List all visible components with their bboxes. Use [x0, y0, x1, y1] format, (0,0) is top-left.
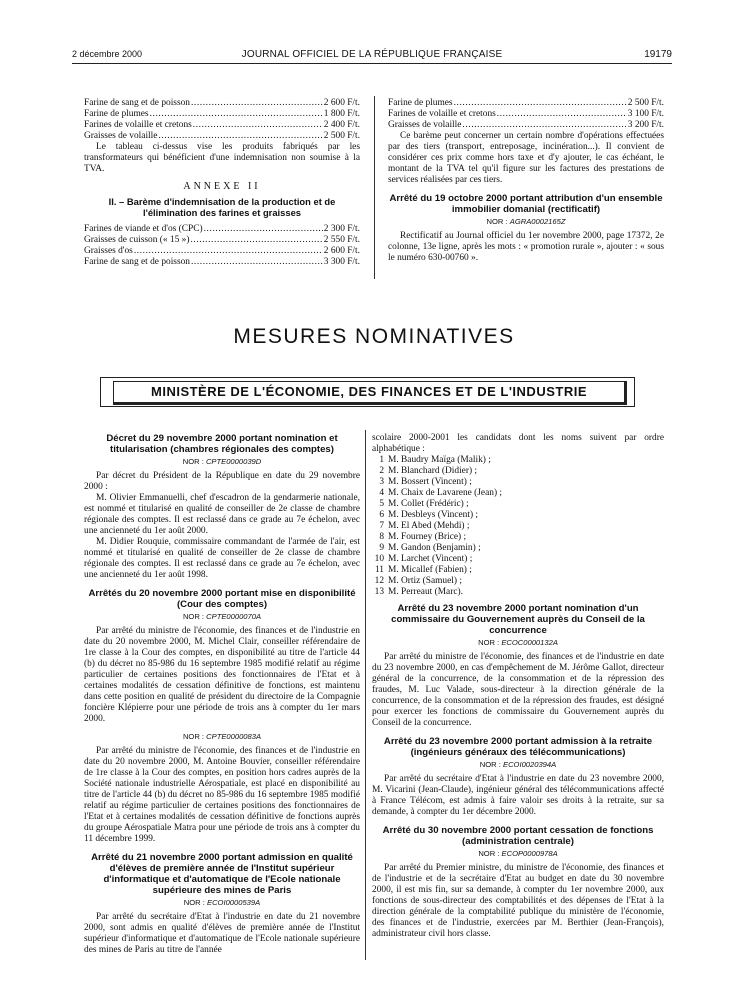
price-value: 2 600 F/t.	[323, 98, 360, 108]
candidate-name: M. Chaix de Lavarene (Jean) ;	[388, 488, 503, 498]
candidate-name: M. El Abed (Mehdi) ;	[388, 521, 470, 531]
section-title: MESURES NOMINATIVES	[233, 325, 515, 348]
product-name: Graisses de volaille	[388, 120, 462, 130]
candidate-number: 5	[379, 499, 384, 509]
nor-reference: NOR : AGRA0002165Z	[486, 217, 566, 226]
top-right-column	[388, 98, 664, 264]
dot-leader	[462, 120, 626, 131]
product-name: Farine de sang et de poisson	[84, 257, 190, 267]
dot-leader	[150, 109, 323, 120]
candidate-name: M. Larchet (Vincent) ;	[388, 554, 473, 564]
price-row	[388, 109, 664, 120]
nor-reference: NOR : ECOP0000978A	[478, 849, 558, 858]
price-value: 2 400 F/t.	[323, 120, 360, 130]
candidate-item	[372, 532, 664, 543]
paragraph-continued: scolaire 2000-2001 les candidats dont les noms suivent par ordre alphabétique :	[372, 433, 664, 454]
candidate-name: M. Bossert (Vincent) ;	[388, 477, 472, 487]
dot-leader	[191, 98, 323, 109]
product-name: Graisses d'os	[84, 246, 133, 256]
price-value: 2 300 F/t.	[323, 224, 360, 234]
candidate-number: 13	[374, 587, 384, 597]
product-name: Farines de viande et d'os (CPC)	[84, 224, 203, 234]
dot-leader	[190, 235, 322, 246]
candidate-number: 1	[379, 455, 384, 465]
price-value: 2 500 F/t.	[323, 131, 360, 141]
candidate-name: M. Perreaut (Marc).	[388, 587, 463, 597]
candidate-name: M. Baudry Maïga (Malik) ;	[388, 455, 491, 465]
dot-leader	[497, 109, 627, 120]
candidate-name: M. Gandon (Benjamin) ;	[388, 543, 481, 553]
product-name: Farine de sang et de poisson	[84, 98, 190, 108]
bottom-right-column	[372, 433, 664, 940]
paragraph: Par arrêté du ministre de l'économie, des finances et de l'industrie en date du 20 novembre 2000, M. Michel Clair, conseiller référendaire de 1re classe à la Cour des comptes, en disponibilité au titre de l'article 44 (b) du décret no 85-986 du 16 septembre 1985 modifié relatif au régime particulier de certaines positions des fonctionnaires de l'Etat et à certaines modalités de cessation définitive de fonctions, est maintenu dans cette position en qualité de président du directoire de la Compagnie foncière Klépierre pour une période de trois ans à compter du 1er mars 2000.	[84, 626, 360, 724]
candidate-name: M. Blanchard (Didier) ;	[388, 466, 478, 476]
paragraph: Par arrêté du ministre de l'économie, des finances et de l'industrie en date du 23 novembre 2000, en cas d'empêchement de M. Jérôme Gallot, directeur général de la concurrence, de la consommation et de la répression des fraudes, M. Luc Valade, sous-directeur à la direction générale de la concurrence, de la consommation et de la répression des fraudes, est désigné pour exercer les fonctions de commissaire du Gouvernement auprès du Conseil de la concurrence.	[372, 652, 664, 728]
candidate-number: 7	[379, 521, 384, 531]
candidate-number: 11	[374, 565, 384, 575]
paragraph: Par arrêté du Premier ministre, du ministre de l'économie, des finances et de l'industrie et de la secrétaire d'Etat au budget en date du 30 novembre 2000, il est mis fin, sur sa demande, à compter du 1er novembre 2000, aux fonctions de sous-directeur des comptabilités et des dépenses de l'Etat à la direction générale de la comptabilité publique du ministère de l'économie, des finances et de l'industrie, exercées par M. Berthier (Jean-François), administrateur civil hors classe.	[372, 863, 664, 939]
price-row	[388, 98, 664, 109]
price-row	[84, 235, 360, 246]
bareme-note: Ce barème peut concerner un certain nombre d'opérations effectuées par des tiers (transport, entreposage, incinération...). Il convient de considérer ces prix comme hors taxe et d'y ajouter, le cas échéant, le montant de la TVA tel qu'il figure sur les factures des prestations de services réalisées par ces tiers.	[388, 131, 664, 185]
candidate-number: 10	[374, 554, 384, 564]
annexe-heading: ANNEXE II	[183, 181, 261, 192]
arrete-title: Arrêté du 23 novembre 2000 portant nomination d'un commissaire du Gouvernement auprès du Conseil de la concurrence	[391, 603, 645, 636]
header-journal-title: JOURNAL OFFICIEL DE LA RÉPUBLIQUE FRANÇAISE	[241, 49, 503, 60]
ministry-banner	[100, 377, 635, 407]
candidate-item	[372, 488, 664, 499]
nor-reference: NOR : CPTE0000070A	[182, 612, 262, 621]
price-row	[84, 120, 360, 131]
product-name: Graisses de volaille	[84, 131, 158, 141]
candidate-number: 6	[379, 510, 384, 520]
nor-reference: NOR : ECOC0000132A	[478, 638, 558, 647]
rectificatif-text: Rectificatif au Journal officiel du 1er novembre 2000, page 17372, 2e colonne, 13e ligne, après les mots : « promotion rurale », ajouter : « sous le numéro 630-00760 ».	[388, 231, 664, 263]
product-name: Farines de volaille et cretons	[388, 109, 496, 119]
product-name: Farines de volaille et cretons	[84, 120, 192, 130]
bareme-title: II. – Barème d'indemnisation de la production et de l'élimination des farines et graisses	[108, 196, 336, 218]
price-value: 2 550 F/t.	[323, 235, 360, 245]
arrete-title: Arrêté du 23 novembre 2000 portant admission à la retraite (ingénieurs généraux des télécommunications)	[383, 736, 653, 758]
price-value: 2 500 F/t.	[627, 98, 664, 108]
candidate-name: M. Fourney (Brice) ;	[388, 532, 467, 542]
paragraph: Par arrêté du secrétaire d'Etat à l'industrie en date du 23 novembre 2000, M. Vicarini (Jean-Claude), ingénieur général des télécommunications affecté à France Télécom, est admis à faire valoir ses droits à la retraite, sur sa demande, à compter du 1er décembre 2000.	[372, 774, 664, 817]
candidate-name: M. Micallef (Fabien) ;	[388, 565, 472, 575]
nor-reference: NOR : CPTE0000083A	[182, 732, 262, 741]
dot-leader	[158, 131, 322, 142]
candidate-item	[372, 499, 664, 510]
candidate-item	[372, 587, 664, 598]
price-value: 3 300 F/t.	[323, 257, 360, 267]
paragraph: M. Olivier Emmanuelli, chef d'escadron de la gendarmerie nationale, est nommé et titularisé en qualité de conseiller de 2e classe de chambre régionale des comptes. Il est reclassé dans ce grade au 7e échelon, avec une ancienneté du 1er août 2000.	[84, 493, 360, 536]
price-list-1	[84, 98, 360, 142]
dot-leader	[193, 120, 323, 131]
price-list-2	[84, 224, 360, 268]
top-left-column	[84, 98, 360, 268]
candidate-number: 9	[379, 543, 384, 553]
candidate-name: M. Ortiz (Samuel) ;	[388, 576, 462, 586]
candidate-item	[372, 466, 664, 477]
price-row	[84, 131, 360, 142]
candidate-name: M. Collet (Frédéric) ;	[388, 499, 469, 509]
paragraph: Par arrêté du ministre de l'économie, des finances et de l'industrie en date du 20 novembre 2000, M. Antoine Bouvier, conseiller référendaire de 1re classe à la Cour des comptes, en position hors cadres auprès de la Société nationale industrielle Aérospatiale, est placé en disponibilité au titre de l'article 44 (b) du décret no 85-986 du 16 septembre 1985 modifié relatif au régime particulier de certaines positions des fonctionnaires de l'Etat et à certaines modalités de cessation définitive de fonctions auprès du groupe Aérospatiale Matra pour une période de trois ans à compter du 11 décembre 1999.	[84, 746, 360, 844]
candidate-number: 12	[374, 576, 384, 586]
candidate-item	[372, 477, 664, 488]
price-list-3	[388, 98, 664, 131]
candidate-item	[372, 554, 664, 565]
candidate-number: 8	[379, 532, 384, 542]
arrete-title: Arrêté du 30 novembre 2000 portant cessation de fonctions (administration centrale)	[382, 825, 654, 847]
table-note: Le tableau ci-dessus vise les produits fabriqués par les transformateurs qui bénéficient d'une indemnisation non soumise à la TVA.	[84, 142, 360, 174]
decret-title: Décret du 29 novembre 2000 portant nomination et titularisation (chambres régionales des comptes)	[106, 433, 338, 455]
dot-leader	[454, 98, 627, 109]
bottom-left-column	[84, 433, 360, 956]
paragraph: M. Didier Rouquie, commissaire commandant de l'armée de l'air, est nommé et titularisé en qualité de conseiller de 2e classe de chambre régionale des comptes. Il est reclassé dans ce grade au 7e échelon, avec une ancienneté du 1er août 1998.	[84, 537, 360, 580]
candidate-number: 4	[379, 488, 384, 498]
paragraph: Par arrêté du secrétaire d'Etat à l'industrie en date du 21 novembre 2000, sont admis en qualité d'élèves de première année de l'Institut supérieur d'informatique et d'automatique de l'Ecole nationale supérieure des mines de Paris au titre de l'année	[84, 912, 360, 955]
dot-leader	[134, 246, 323, 257]
price-value: 2 600 F/t.	[323, 246, 360, 256]
column-divider-bottom	[365, 430, 366, 960]
candidate-item	[372, 543, 664, 554]
candidate-item	[372, 521, 664, 532]
candidate-name: M. Desbleys (Vincent) ;	[388, 510, 479, 520]
price-value: 1 800 F/t.	[323, 109, 360, 119]
header-date: 2 décembre 2000	[72, 49, 143, 59]
nor-reference: NOR : ECOI0000539A	[183, 898, 261, 907]
arrete-title: Arrêtés du 20 novembre 2000 portant mise en disponibilité (Cour des comptes)	[88, 588, 356, 610]
column-divider-top	[374, 96, 375, 279]
dot-leader	[191, 257, 323, 268]
price-value: 3 200 F/t.	[627, 120, 664, 130]
price-row	[84, 109, 360, 120]
header-page-number: 19179	[644, 49, 672, 60]
candidate-item	[372, 455, 664, 466]
price-row	[84, 224, 360, 235]
product-name: Farine de plumes	[84, 109, 149, 119]
candidate-item	[372, 510, 664, 521]
price-row	[84, 246, 360, 257]
dot-leader	[204, 224, 323, 235]
arrete-title: Arrêté du 21 novembre 2000 portant admission en qualité d'élèves de première année de l'Institut supérieur d'informatique et d'automatique de l'Ecole nationale supérieure des mines de Paris	[91, 852, 353, 896]
running-header	[72, 49, 672, 64]
candidate-list	[372, 455, 664, 598]
price-row	[84, 98, 360, 109]
price-row	[388, 120, 664, 131]
candidate-number: 2	[379, 466, 384, 476]
ministry-name: MINISTÈRE DE L'ÉCONOMIE, DES FINANCES ET DE L'INDUSTRIE	[113, 381, 627, 405]
arrete-title-rectificatif: Arrêté du 19 octobre 2000 portant attribution d'un ensemble immobilier domanial (rectificatif)	[389, 193, 663, 215]
price-row	[84, 257, 360, 268]
nor-reference: NOR : CPTE0000039D	[182, 457, 262, 466]
candidate-item	[372, 576, 664, 587]
paragraph: Par décret du Président de la République en date du 29 novembre 2000 :	[84, 471, 360, 492]
product-name: Graisses de cuisson (« 15 »)	[84, 235, 190, 245]
product-name: Farine de plumes	[388, 98, 453, 108]
candidate-number: 3	[379, 477, 384, 487]
nor-reference: NOR : ECOI0020394A	[479, 760, 557, 769]
candidate-item	[372, 565, 664, 576]
price-value: 3 100 F/t.	[627, 109, 664, 119]
